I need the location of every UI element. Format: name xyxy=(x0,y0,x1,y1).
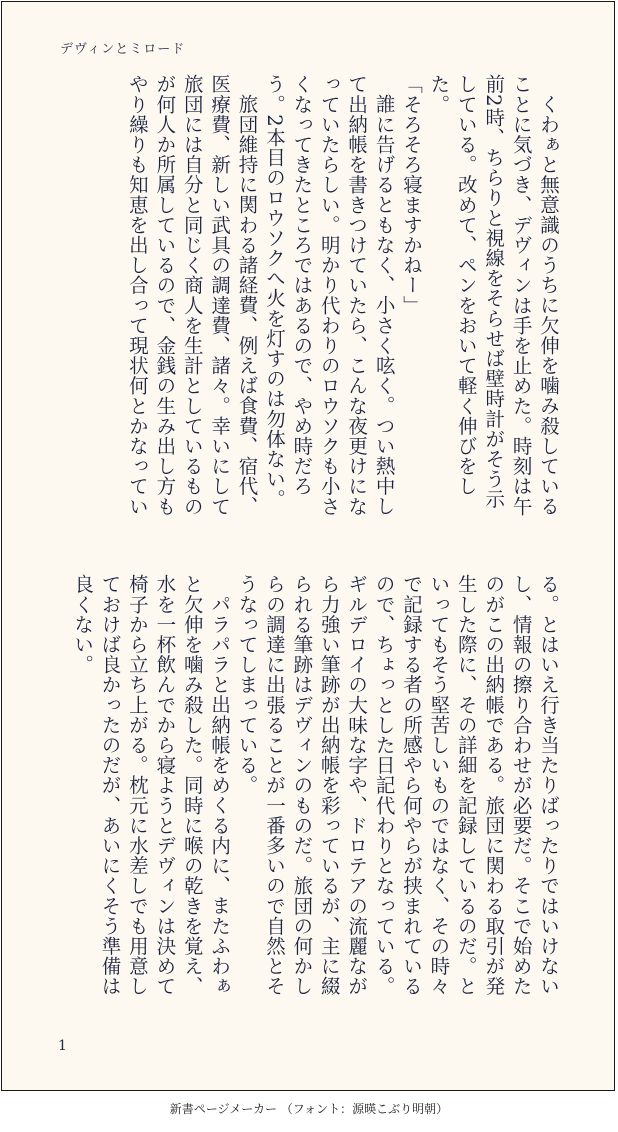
paragraph: 旅団維持に関わる諸経費、例えば食費、宿代、医療費、新しい武具の調達費、諸々。幸いにして旅団には自分と同じく商人を生計としているものが何人か所属しているので、金銭の生み出し方もやり繰りも知恵を出し合って現状何とかなってい xyxy=(125,74,259,517)
book-page xyxy=(1,1,615,1091)
text-block-bottom xyxy=(52,574,562,1002)
paragraph: 誰に告げるともなく、小さく呟く。つい熱中して出納帳を書きつけていたら、こんな夜更けになっていたらしい。明かり代わりのロウソクも小さくなってきたところではあるので、やめ時だろう。2本目のロウソクへ火を灯すのは勿体ない。 xyxy=(262,74,396,517)
paragraph: 「そろそろ寝ますかねー」 xyxy=(399,74,423,316)
text-block-top xyxy=(52,74,562,522)
paragraph: パラパラと出納帳をめくる内に、またふわぁと欠伸を噛み殺した。同時に喉の乾きを覚え、水を一杯飲んでから寝ようとデヴィンは決めて椅子から立ち上がる。枕元に水差しでも用意しておけば良かったのだが、あいにくそう準備は良くない。 xyxy=(71,574,232,997)
running-title: デヴィンとミロード xyxy=(60,42,186,57)
page-number: 1 xyxy=(58,1038,67,1054)
paragraph: くわぁと無意識のうちに欠伸を噛み殺していることに気づき、デヴィンは手を止めた。時刻は午前2時、ちらりと視線をそらせば壁時計がそう示している。改めて、ペンをおいて軽く伸びをした。 xyxy=(427,74,560,517)
footer-credit: 新書ページメーカー （フォント：源暎こぶり明朝） xyxy=(169,1102,449,1116)
paragraph: る。とはいえ行き当たりばったりではいけないし、情報の擦り合わせが必要だ。そこで始めたのがこの出納帳である。旅団に関わる取引が発生した際に、その詳細を記録しているのだ。といってもそう堅苦しいものではなく、その時々で記録する者の所感やら何やらが挟まれているので、ちょっとした日記代わりとなっている。ギルデロイの大味な字や、ドロテアの流麗ながら力強い筆跡が出納帳を彩っているが、主に綴られる筆跡はデヴィンのものだ。旅団の何かしらの調達に出張ることが一番多いので自然とそうなってしまっている。 xyxy=(235,574,560,997)
